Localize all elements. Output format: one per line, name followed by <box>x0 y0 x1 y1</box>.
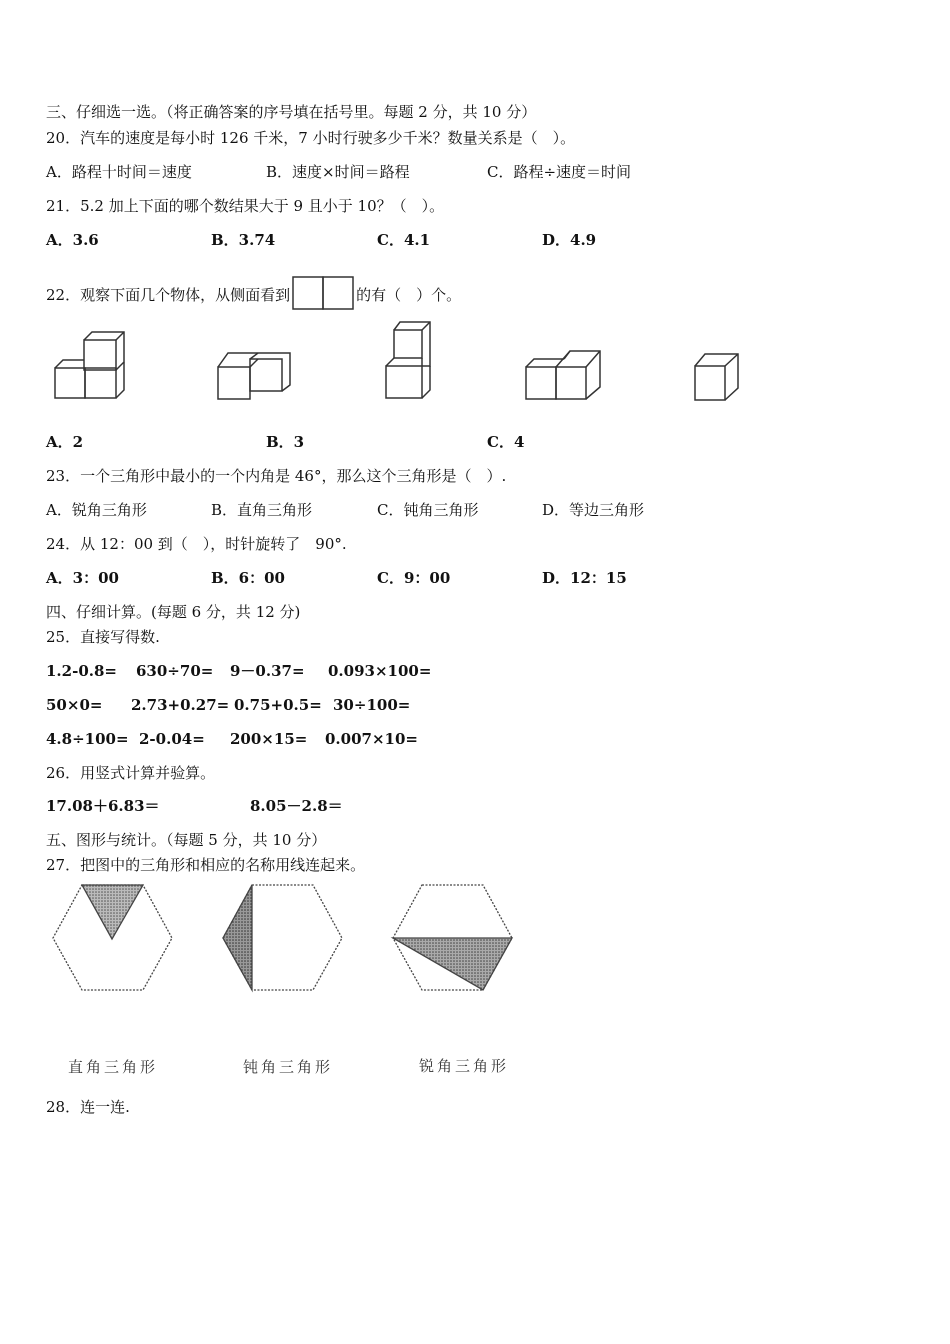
q21-option-d: D．4.9 <box>542 231 597 249</box>
q22-option-b: B．3 <box>266 433 305 451</box>
hexagon-figure-1 <box>50 882 175 994</box>
q21-option-c: C．4.1 <box>377 231 431 249</box>
hexagon-figure-3 <box>390 882 515 994</box>
label-right-triangle: 直角三角形 <box>68 1058 159 1076</box>
section-4-heading: 四、仔细计算。(每题 6 分，共 12 分) <box>46 603 301 621</box>
calc-item: 1.2-0.8= <box>46 662 117 680</box>
q20-option-c: C．路程÷速度＝时间 <box>487 163 632 181</box>
q22-stem-post: 的有（ ）个。 <box>356 286 462 304</box>
calc-item: 0.007×10= <box>325 730 418 748</box>
q27-stem: 27．把图中的三角形和相应的名称用线连起来。 <box>46 856 366 874</box>
calc-item: 2.73+0.27= <box>131 696 230 714</box>
object-3-figure <box>380 318 440 406</box>
q24-option-d: D．12：15 <box>542 569 627 587</box>
q26-item-2: 8.05－2.8＝ <box>250 797 343 815</box>
q24-stem: 24．从 12：00 到（ ），时针旋转了 90°. <box>46 535 347 553</box>
calc-item: 9－0.37= <box>230 662 305 680</box>
hexagon-figure-2 <box>220 882 345 994</box>
q23-option-a: A．锐角三角形 <box>46 501 147 519</box>
calc-item: 30÷100= <box>333 696 411 714</box>
q23-option-c: C．钝角三角形 <box>377 501 479 519</box>
q20-option-b: B．速度×时间＝路程 <box>266 163 410 181</box>
object-4-figure <box>520 345 610 405</box>
q24-option-b: B．6：00 <box>211 569 285 587</box>
calc-item: 2-0.04= <box>139 730 205 748</box>
q20-stem: 20．汽车的速度是每小时 126 千米，7 小时行驶多少千米？数量关系是（ ）。 <box>46 129 576 147</box>
q22-stem-pre: 22．观察下面几个物体，从侧面看到 <box>46 286 291 304</box>
q26-stem: 26．用竖式计算并验算。 <box>46 764 216 782</box>
q20-option-a: A．路程十时间＝速度 <box>46 163 192 181</box>
q22-option-c: C．4 <box>487 433 525 451</box>
q22-option-a: A．2 <box>46 433 84 451</box>
side-view-icon <box>292 276 354 310</box>
q25-stem: 25．直接写得数. <box>46 628 160 646</box>
object-2-figure <box>210 345 300 405</box>
object-1-figure <box>50 325 130 405</box>
q23-option-d: D．等边三角形 <box>542 501 645 519</box>
q24-option-c: C．9：00 <box>377 569 451 587</box>
q21-option-b: B．3.74 <box>211 231 276 249</box>
q23-stem: 23．一个三角形中最小的一个内角是 46°，那么这个三角形是（ ）. <box>46 467 507 485</box>
q28-stem: 28．连一连. <box>46 1098 130 1116</box>
q21-option-a: A．3.6 <box>46 231 99 249</box>
calc-item: 630÷70= <box>136 662 214 680</box>
calc-item: 4.8÷100= <box>46 730 129 748</box>
section-3-heading: 三、仔细选一选。（将正确答案的序号填在括号里。每题 2 分，共 10 分） <box>46 103 537 121</box>
q21-stem: 21．5.2 加上下面的哪个数结果大于 9 且小于 10？（ ）。 <box>46 197 445 215</box>
q22-stem <box>46 276 461 310</box>
section-5-heading: 五、图形与统计。（每题 5 分，共 10 分） <box>46 831 327 849</box>
calc-item: 0.75+0.5= <box>234 696 322 714</box>
label-acute-triangle: 锐角三角形 <box>419 1057 510 1075</box>
calc-item: 200×15= <box>230 730 308 748</box>
q23-option-b: B．直角三角形 <box>211 501 313 519</box>
object-5-figure <box>690 348 746 404</box>
q26-item-1: 17.08＋6.83＝ <box>46 797 160 815</box>
q24-option-a: A．3：00 <box>46 569 119 587</box>
calc-item: 50×0= <box>46 696 103 714</box>
calc-item: 0.093×100= <box>328 662 432 680</box>
label-obtuse-triangle: 钝角三角形 <box>243 1058 334 1076</box>
